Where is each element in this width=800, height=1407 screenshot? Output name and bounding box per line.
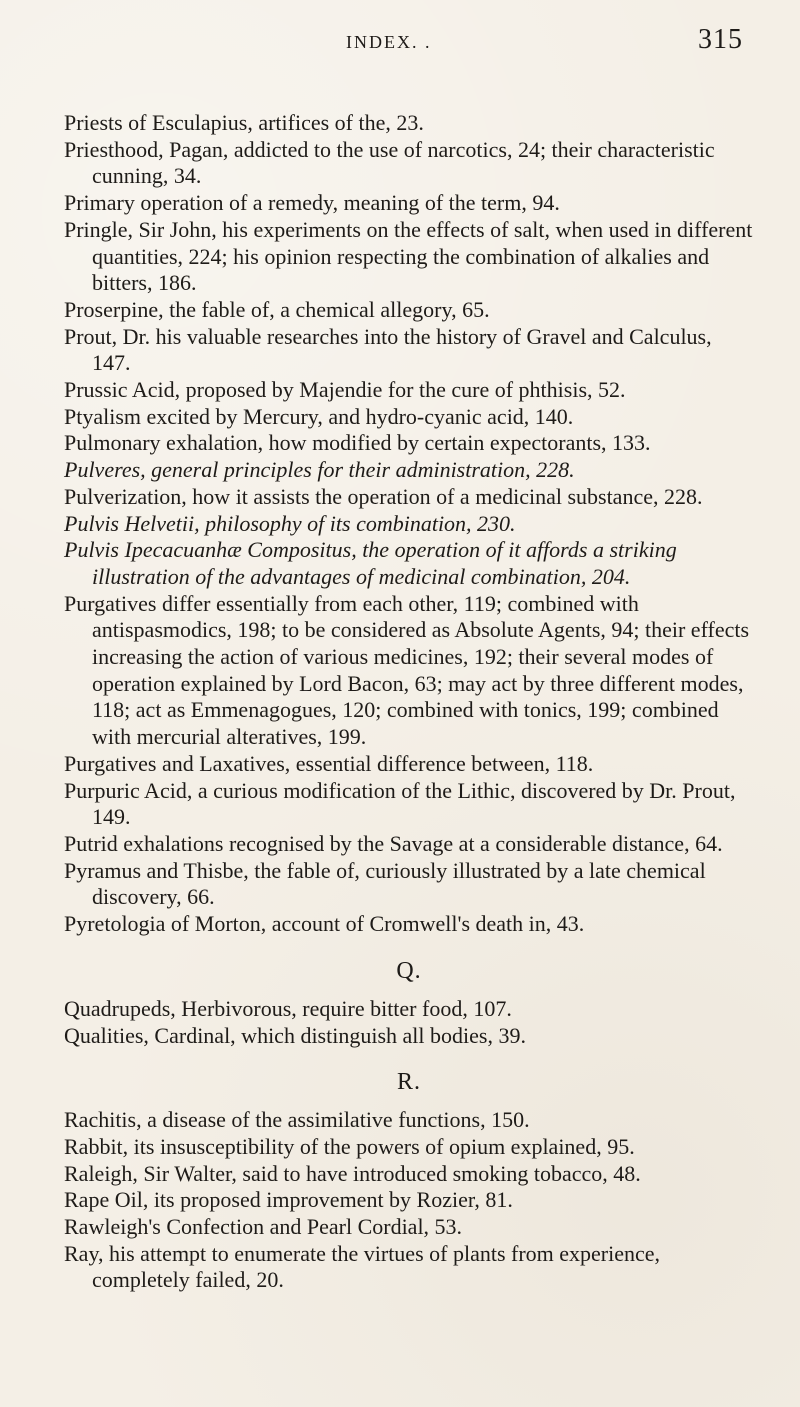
index-entry-prout: Prout, Dr. his valuable researches into the history of Gravel and Calculus, 147. [64, 323, 712, 376]
index-entry-purgatives: Purgatives differ essentially from each other, 119; combined with antispasmodics, 198; to be considered as Absolute Agents, 94; their effects increasing the action of various medicines, 192; their several modes of operation explained by Lord Bacon, 63; may act by three different modes, 118; act as Emmenagogues, 120; combined with tonics, 199; combined with mercurial alteratives, 199. [64, 590, 750, 750]
index-entry-priesthood: Priesthood, Pagan, addicted to the use of narcotics, 24; their characteristic cunning, 34. [64, 136, 715, 189]
index-entry-pulvis-ipecacuanhae: Pulvis Ipecacuanhæ Compositus, the operation of it affords a striking illustration of the advantages of medicinal combination, 204. [64, 537, 677, 589]
index-entry-rachitis: Rachitis, a disease of the assimilative functions, 150. [64, 1107, 530, 1133]
index-entry-pringle: Pringle, Sir John, his experiments on the effects of salt, when used in different quantities, 224; his opinion respecting the combination of alkalies and bitters, 186. [64, 216, 753, 296]
index-entry-ray: Ray, his attempt to enumerate the virtues of plants from experience, completely failed, 20. [64, 1240, 661, 1293]
index-entry-pulverization: Pulverization, how it assists the operation of a medicinal substance, 228. [64, 483, 703, 509]
index-entry-qualities: Qualities, Cardinal, which distinguish all bodies, 39. [64, 1022, 526, 1048]
index-entry-quadrupeds: Quadrupeds, Herbivorous, require bitter food, 107. [64, 995, 512, 1021]
section-heading-q: Q. [396, 957, 422, 984]
index-entry-rawleighs-confection: Rawleigh's Confection and Pearl Cordial, 53. [64, 1214, 463, 1240]
index-entry-purpuric-acid: Purpuric Acid, a curious modification of the Lithic, discovered by Dr. Prout, 149. [64, 777, 736, 830]
index-entry-primary-operation: Primary operation of a remedy, meaning of the term, 94. [64, 190, 560, 216]
index-entry-pulveres: Pulveres, general principles for their administration, 228. [64, 457, 575, 483]
index-entry-pyramus-thisbe: Pyramus and Thisbe, the fable of, curiously illustrated by a late chemical discovery, 66. [64, 857, 706, 910]
index-entry-rabbit: Rabbit, its insusceptibility of the powers of opium explained, 95. [64, 1133, 635, 1159]
index-entry-purgatives-laxatives: Purgatives and Laxatives, essential difference between, 118. [64, 750, 594, 776]
running-title: INDEX. . [346, 32, 432, 52]
index-entry-ptyalism: Ptyalism excited by Mercury, and hydro-cyanic acid, 140. [64, 403, 574, 429]
index-entry-pulvis-helvetii: Pulvis Helvetii, philosophy of its combination, 230. [64, 510, 516, 536]
index-entry-prussic-acid: Prussic Acid, proposed by Majendie for the cure of phthisis, 52. [64, 377, 626, 403]
page-header [0, 24, 800, 58]
index-entry-pulmonary-exhalation: Pulmonary exhalation, how modified by certain expectorants, 133. [64, 430, 651, 456]
index-entry-rape-oil: Rape Oil, its proposed improvement by Rozier, 81. [64, 1187, 513, 1213]
index-entry-priests: Priests of Esculapius, artifices of the, 23. [64, 110, 424, 135]
index-entry-proserpine: Proserpine, the fable of, a chemical allegory, 65. [64, 296, 490, 322]
index-content [64, 110, 754, 1294]
index-entry-pyretologia: Pyretologia of Morton, account of Cromwell's death in, 43. [64, 911, 585, 937]
index-entry-raleigh: Raleigh, Sir Walter, said to have introduced smoking tobacco, 48. [64, 1160, 641, 1186]
page-number: 315 [698, 24, 743, 55]
section-heading-r: R. [396, 1069, 421, 1096]
index-entry-putrid-exhalations: Putrid exhalations recognised by the Savage at a considerable distance, 64. [64, 830, 723, 856]
